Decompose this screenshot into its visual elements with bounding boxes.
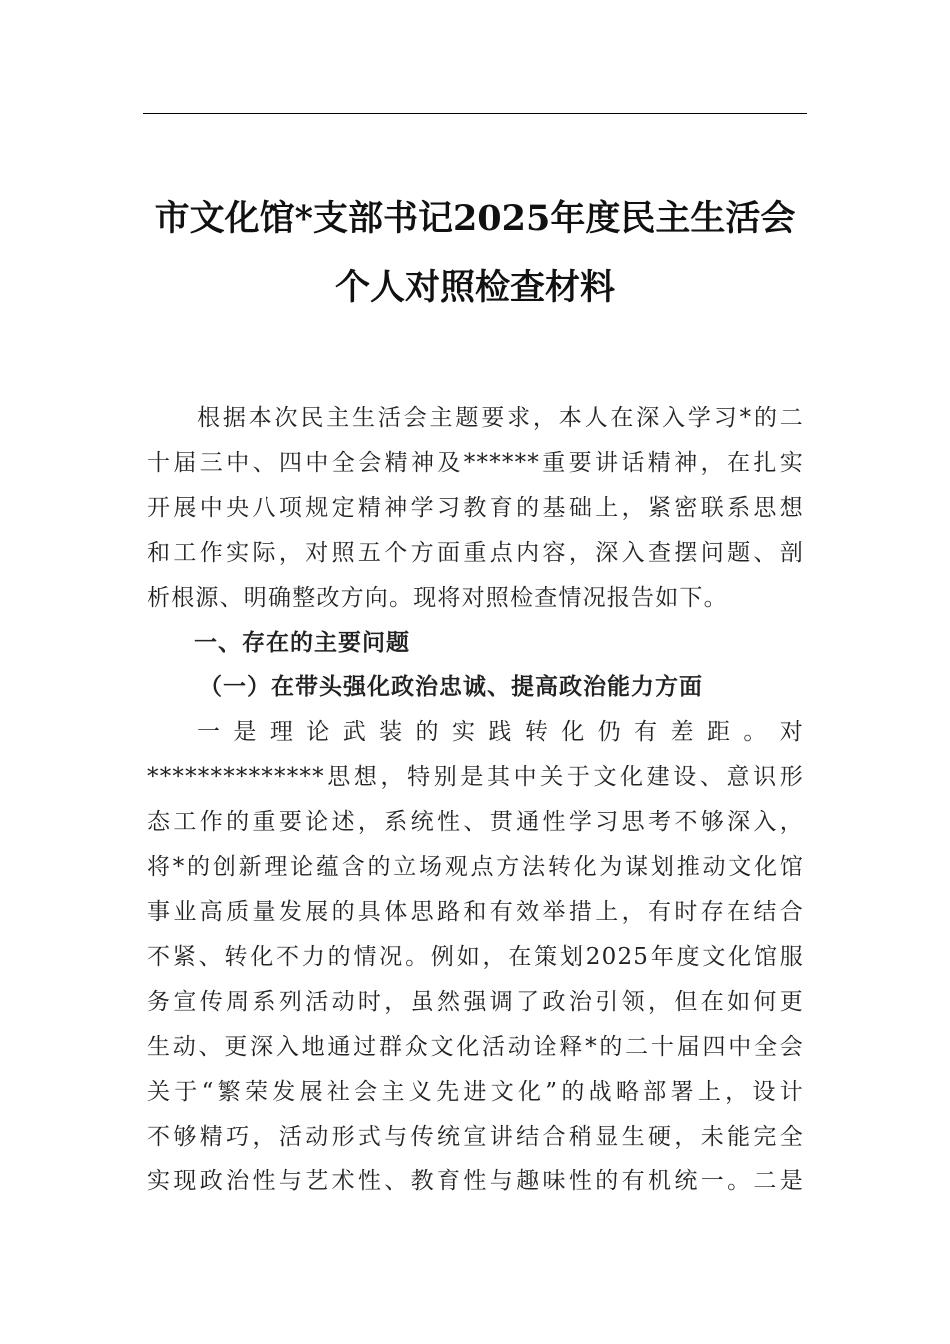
paragraph-line: 一是理论武装的实践转化仍有差距。对	[197, 719, 804, 746]
section-heading-1: 一、存在的主要问题	[194, 629, 410, 656]
paragraph-line: 不紧、转化不力的情况。例如，在策划2025年度文化馆服	[147, 943, 804, 970]
intro-line: 开展中央八项规定精神学习教育的基础上，紧密联系思想	[147, 494, 804, 521]
paragraph-line: 务宣传周系列活动时，虽然强调了政治引领，但在如何更	[147, 988, 804, 1015]
paragraph-line: 不够精巧，活动形式与传统宣讲结合稍显生硬，未能完全	[147, 1123, 804, 1150]
paragraph-line: 态工作的重要论述，系统性、贯通性学习思考不够深入，	[147, 809, 804, 836]
intro-paragraph	[147, 396, 804, 621]
document-body	[147, 396, 804, 1204]
intro-line: 和工作实际，对照五个方面重点内容，深入查摆问题、剖	[147, 539, 804, 566]
intro-line: 十届三中、四中全会精神及******重要讲话精神，在扎实	[147, 449, 804, 476]
document-title-line-2: 个人对照检查材料	[334, 267, 615, 308]
problem-paragraph-1	[147, 710, 804, 1204]
subsection-heading-1: （一）在带头强化政治忠诚、提高政治能力方面	[199, 673, 703, 701]
intro-line: 析根源、明确整改方向。现将对照检查情况报告如下。	[147, 584, 728, 611]
header-rule	[143, 113, 807, 114]
paragraph-line: 实现政治性与艺术性、教育性与趣味性的有机统一。二是	[147, 1168, 804, 1195]
paragraph-line: **************思想，特别是其中关于文化建设、意识形	[147, 764, 804, 791]
paragraph-line: 关于“繁荣发展社会主义先进文化”的战略部署上，设计	[147, 1078, 804, 1105]
paragraph-line: 将*的创新理论蕴含的立场观点方法转化为谋划推动文化馆	[147, 854, 804, 881]
paragraph-line: 事业高质量发展的具体思路和有效举措上，有时存在结合	[147, 898, 804, 925]
document-title-line-1: 市文化馆*支部书记2025年度民主生活会	[154, 198, 796, 239]
intro-line: 根据本次民主生活会主题要求，本人在深入学习*的二	[197, 405, 804, 431]
paragraph-line: 生动、更深入地通过群众文化活动诠释*的二十届四中全会	[147, 1033, 804, 1060]
